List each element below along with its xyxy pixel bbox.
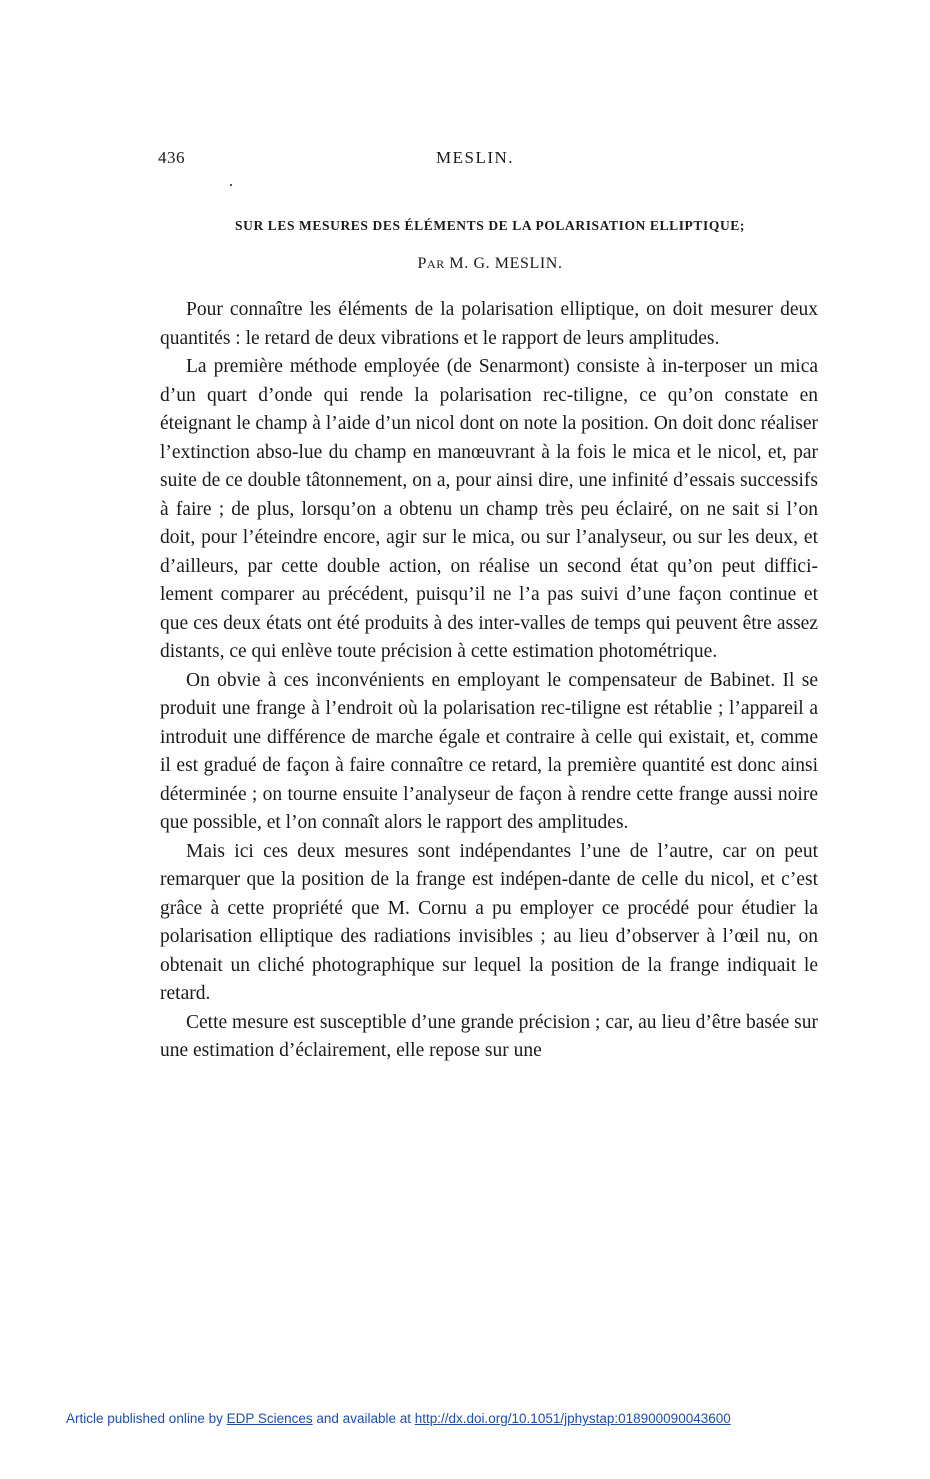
print-speck <box>230 184 232 186</box>
body-paragraph: Pour connaître les éléments de la polarisation elliptique, on doit mesurer deux quantités : le retard de deux vibrations et le rapport de leurs amplitudes. <box>160 299 818 349</box>
footer-middle-text: and available at <box>312 1411 415 1426</box>
page-number: 436 <box>158 148 185 167</box>
article-body <box>160 296 818 1066</box>
article-title: SUR LES MESURES DES ÉLÉMENTS DE LA POLARISATION ELLIPTIQUE; <box>234 218 746 233</box>
body-paragraph: Cette mesure est susceptible d’une grande précision ; car, au lieu d’être basée sur une estimation d’éclairement, elle repose sur une <box>160 1011 818 1061</box>
article-byline <box>150 255 830 273</box>
body-paragraph: La première méthode employée (de Senarmont) consiste à in-terposer un mica d’un quart d’onde qui rende la polarisation rec-tiligne, ce qu’on constate en éteignant le champ à l’aide d’un nicol dont on note la position. On doit donc réaliser l’extinction abso-lue du champ en manœuvrant à la fois le mica et le nicol, et, par suite de ce double tâtonnement, on a, pour ainsi dire, une infinité d’essais successifs à faire ; de plus, lorsqu’on a obtenu un champ très peu éclairé, on ne sait si l’on doit, pour l’éteindre encore, agir sur le mica, ou sur l’analyseur, ou sur les deux, et d’ailleurs, par cette double action, on réalise un second état qu’on peut diffici-lement comparer au précédent, puisqu’il ne l’a pas suivi d’une façon continue et que ces deux états ont été produits à des inter-valles de temps qui peuvent être assez distants, ce qui enlève toute précision à cette estimation photométrique. <box>160 356 818 662</box>
body-paragraph: Mais ici ces deux mesures sont indépendantes l’une de l’autre, car on peut remarquer que la position de la frange est indépen-dante de celle du nicol, et c’est grâce à cette propriété que M. Cornu a pu employer ce procédé pour étudier la polarisation elliptique des radiations invisibles ; au lieu d’observer à l’œil nu, on obtenait un cliché photographique sur lequel la position de la frange indiquait le retard. <box>160 840 818 1004</box>
body-paragraph: On obvie à ces inconvénients en employant le compensateur de Babinet. Il se produit une frange à l’endroit où la polarisation rec-tiligne est rétablie ; l’appareil a introduit une différence de marche égale et contraire à celle qui existait, et, comme il est gradué de façon à faire connaître ce retard, la première quantité est donc ainsi déterminée ; on tourne ensuite l’analyseur de façon à rendre cette frange aussi noire que possible, et l’on connaît alors le rapport des amplitudes. <box>160 669 818 833</box>
byline-author: M. G. MESLIN. <box>444 255 563 272</box>
doi-link[interactable]: http://dx.doi.org/10.1051/jphystap:018900090043600 <box>414 1411 731 1426</box>
running-title: MESLIN. <box>436 148 515 167</box>
running-head <box>158 148 820 172</box>
footer-prefix-text: Article published online by <box>66 1411 227 1426</box>
byline-par-smallcaps: AR <box>426 257 445 271</box>
publisher-link[interactable]: EDP Sciences <box>226 1411 313 1426</box>
byline-par-initial: P <box>417 255 427 272</box>
publication-footer <box>66 1411 866 1426</box>
